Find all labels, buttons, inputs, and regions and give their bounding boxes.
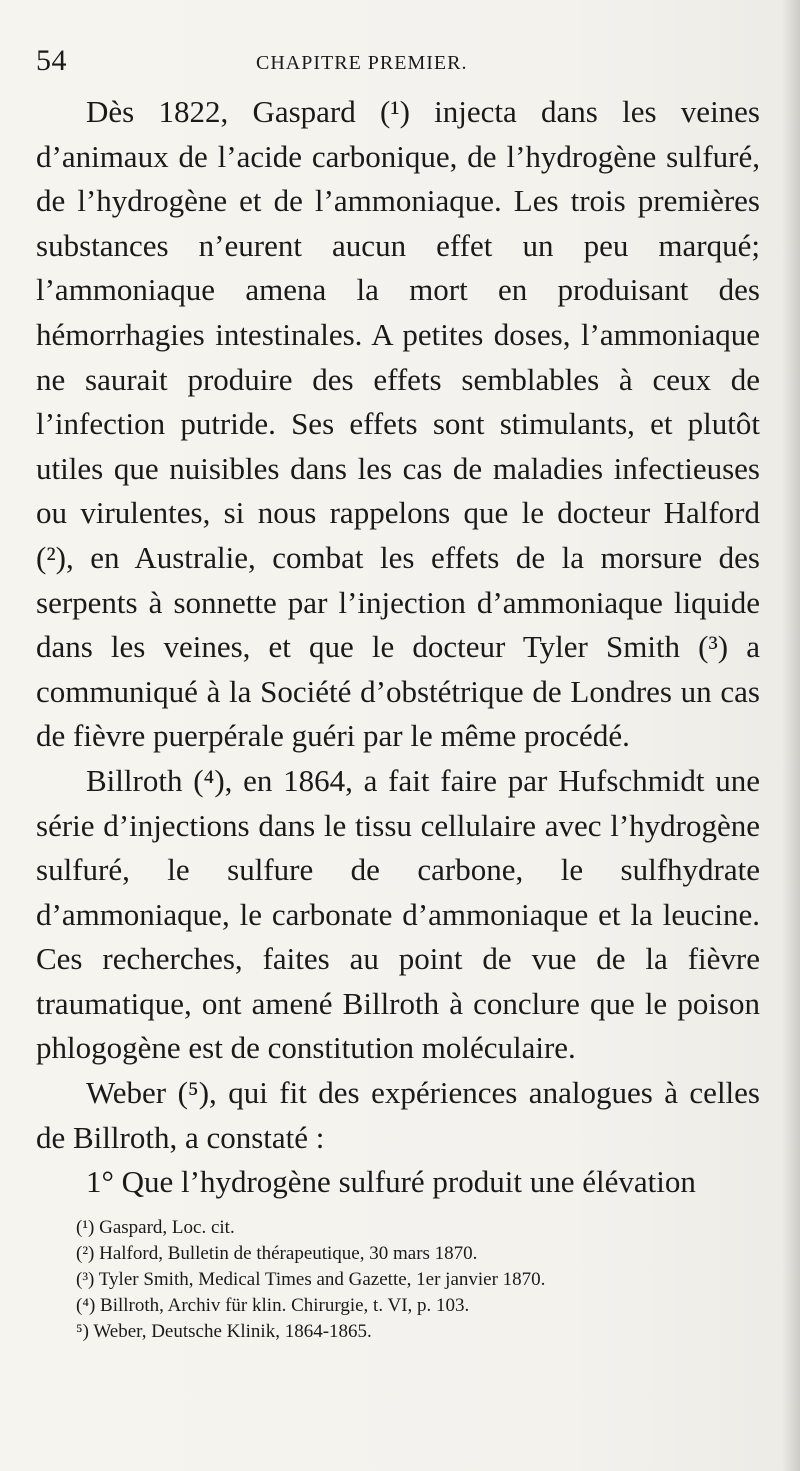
footnote: (²) Halford, Bulletin de thérapeutique, 30 mars 1870. xyxy=(76,1242,478,1264)
footnote: ⁵) Weber, Deutsche Klinik, 1864-1865. xyxy=(76,1320,372,1342)
paragraph: Billroth (⁴), en 1864, a fait faire par Hufschmidt une série d’injections dans le tissu cellulaire avec l’hydrogène sulfuré, le sulfure de carbone, le sulfhydrate d’ammoniaque, le carbonate d’ammoniaque et la leucine. Ces recherches, faites au point de vue de la fièvre traumatique, ont amené Billroth à conclure que le poison phlogogène est de constitution moléculaire. xyxy=(36,762,760,1066)
page-number: 54 xyxy=(36,44,67,77)
footnote: (¹) Gaspard, Loc. cit. xyxy=(76,1216,235,1238)
paragraph: Weber (⁵), qui fit des expériences analogues à celles de Billroth, a constaté : xyxy=(36,1075,760,1155)
paragraph: 1° Que l’hydrogène sulfuré produit une élévation xyxy=(86,1164,696,1200)
page-edge-shadow xyxy=(782,0,800,1471)
footnote: (³) Tyler Smith, Medical Times and Gazette, 1er janvier 1870. xyxy=(76,1268,546,1290)
footnotes xyxy=(36,1215,760,1345)
footnote: (⁴) Billroth, Archiv für klin. Chirurgie, t. VI, p. 103. xyxy=(76,1294,470,1316)
body-text xyxy=(36,90,760,1205)
paragraph: Dès 1822, Gaspard (¹) injecta dans les veines d’animaux de l’acide carbonique, de l’hydrogène sulfuré, de l’hydrogène et de l’ammoniaque. Les trois premières substances n’eurent aucun effet un peu marqué; l’ammoniaque amena la mort en produisant des hémorrhagies intestinales. A petites doses, l’ammoniaque ne saurait produire des effets semblables à ceux de l’infection putride. Ses effets sont stimulants, et plutôt utiles que nuisibles dans les cas de maladies infectieuses ou virulentes, si nous rappelons que le docteur Halford (²), en Australie, combat les effets de la morsure des serpents à sonnette par l’injection d’ammoniaque liquide dans les veines, et que le docteur Tyler Smith (³) a communiqué à la Société d’obstétrique de Londres un cas de fièvre puerpérale guéri par le même procédé. xyxy=(36,94,760,754)
running-head xyxy=(36,40,760,90)
chapter-title: CHAPITRE PREMIER. xyxy=(256,52,468,74)
